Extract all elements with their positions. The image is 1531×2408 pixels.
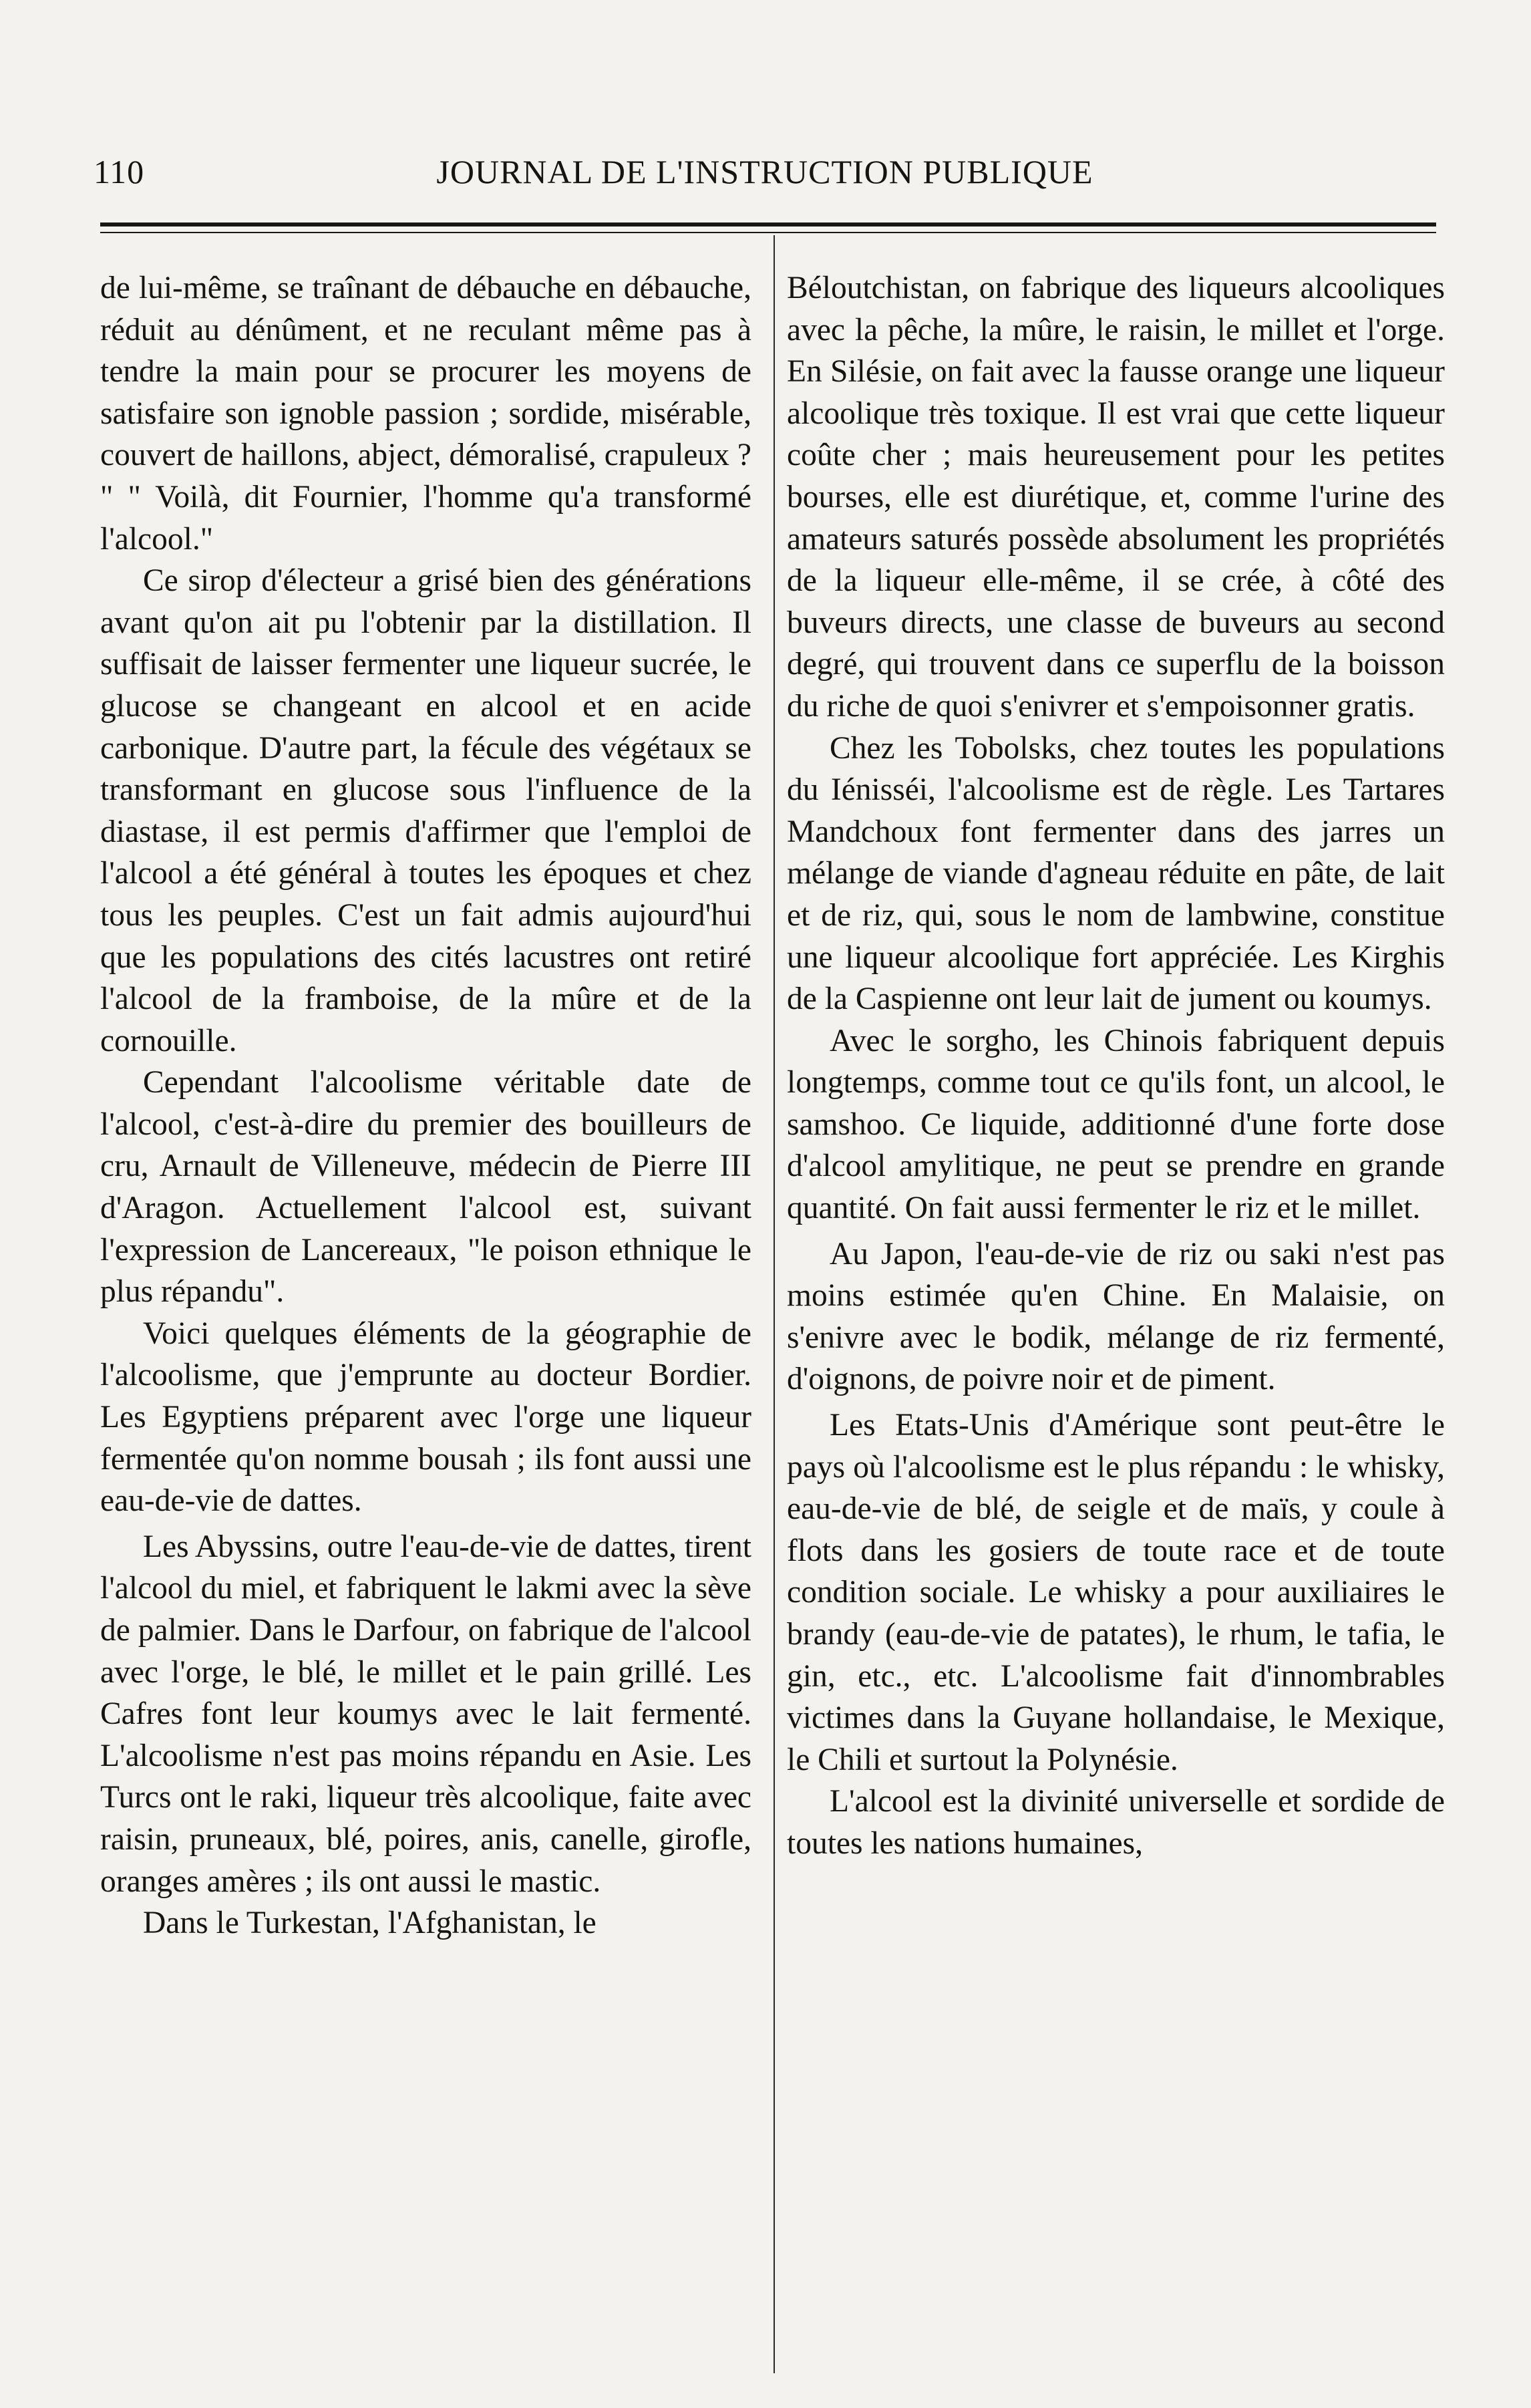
paragraph: Dans le Turkestan, l'Afghanistan, le xyxy=(143,1906,597,1941)
paragraph: Les Abyssins, outre l'eau-de-vie de dattes, tirent l'alcool du miel, et fabriquent le lakmi avec la sève de palmier. Dans le Darfour, on fabrique de l'alcool avec l'orge, le blé, le millet et le pain grillé. Les Cafres font leur koumys avec le lait fermenté. L'alcoolisme n'est pas moins répandu en Asie. Les Turcs ont le raki, liqueur très alcoolique, faite avec raisin, pruneaux, blé, poires, anis, canelle, girofle, oranges amères ; ils ont aussi le mastic. xyxy=(100,1529,751,1899)
paragraph: de lui-même, se traînant de débauche en débauche, réduit au dénûment, et ne reculant même pas à tendre la main pour se procurer les moyens de satisfaire son ignoble passion ; sordide, misérable, couvert de haillons, abject, démoralisé, crapuleux ? " " Voilà, dit Fournier, l'homme qu'a transformé l'alcool." xyxy=(100,271,751,557)
header-rule-thick xyxy=(100,222,1436,227)
left-column xyxy=(100,267,751,1944)
running-title: JOURNAL DE L'INSTRUCTION PUBLIQUE xyxy=(436,153,1093,190)
paragraph: Cependant l'alcoolisme véritable date de l'alcool, c'est-à-dire du premier des bouilleurs de cru, Arnault de Villeneuve, médecin de Pierre III d'Aragon. Actuellement l'alcool est, suivant l'expression de Lancereaux, "le poison ethnique le plus répandu". xyxy=(100,1065,751,1310)
paragraph: Chez les Tobolsks, chez toutes les populations du Iénisséi, l'alcoolisme est de règle. Les Tartares Mandchoux font fermenter dans des jarres un mélange de viande d'agneau réduite en pâte, de lait et de riz, qui, sous le nom de lambwine, constitue une liqueur alcoolique fort appréciée. Les Kirghis de la Caspienne ont leur lait de jument ou koumys. xyxy=(787,730,1445,1017)
right-column xyxy=(787,267,1445,1865)
paragraph: L'alcool est la divinité universelle et sordide de toutes les nations humaines, xyxy=(787,1784,1445,1861)
paragraph: Les Etats-Unis d'Amérique sont peut-être le pays où l'alcoolisme est le plus répandu : le whisky, eau-de-vie de blé, de seigle et de maïs, y coule à flots dans les gosiers de toute race et de toute condition sociale. Le whisky a pour auxiliaires le brandy (eau-de-vie de patates), le rhum, le tafia, le gin, etc., etc. L'alcoolisme fait d'innombrables victimes dans la Guyane hollandaise, le Mexique, le Chili et surtout la Polynésie. xyxy=(787,1408,1445,1777)
paragraph: Ce sirop d'électeur a grisé bien des générations avant qu'on ait pu l'obtenir par la distillation. Il suffisait de laisser fermenter une liqueur sucrée, le glucose se changeant en alcool et en acide carbonique. D'autre part, la fécule des végétaux se transformant en glucose sous l'influence de la diastase, il est permis d'affirmer que l'emploi de l'alcool a été général à toutes les époques et chez tous les peuples. C'est un fait admis aujourd'hui que les populations des cités lacustres ont retiré l'alcool de la framboise, de la mûre et de la cornouille. xyxy=(100,563,751,1058)
page-number: 110 xyxy=(94,153,145,190)
paragraph: Voici quelques éléments de la géographie de l'alcoolisme, que j'emprunte au docteur Bordier. Les Egyptiens préparent avec l'orge une liqueur fermentée qu'on nomme bousah ; ils font aussi une eau-de-vie de dattes. xyxy=(100,1316,751,1519)
paragraph: Avec le sorgho, les Chinois fabriquent depuis longtemps, comme tout ce qu'ils font, un alcool, le samshoo. Ce liquide, additionné d'une forte dose d'alcool amylitique, ne peut se prendre en grande quantité. On fait aussi fermenter le riz et le millet. xyxy=(787,1023,1445,1226)
paragraph: Au Japon, l'eau-de-vie de riz ou saki n'est pas moins estimée qu'en Chine. En Malaisie, on s'enivre avec le bodik, mélange de riz fermenté, d'oignons, de poivre noir et de piment. xyxy=(787,1236,1445,1397)
column-divider xyxy=(774,235,775,2373)
page-header xyxy=(94,152,1436,199)
header-rule-thin xyxy=(100,232,1436,233)
paragraph: Béloutchistan, on fabrique des liqueurs alcooliques avec la pêche, la mûre, le raisin, le millet et l'orge. En Silésie, on fait avec la fausse orange une liqueur alcoolique très toxique. Il est vrai que cette liqueur coûte cher ; mais heureusement pour les petites bourses, elle est diurétique, et, comme l'urine des amateurs saturés possède absolument les propriétés de la liqueur elle-même, il se crée, à côté des buveurs directs, une classe de buveurs au second degré, qui trouvent dans ce superflu de la boisson du riche de quoi s'enivrer et s'empoisonner gratis. xyxy=(787,271,1445,724)
